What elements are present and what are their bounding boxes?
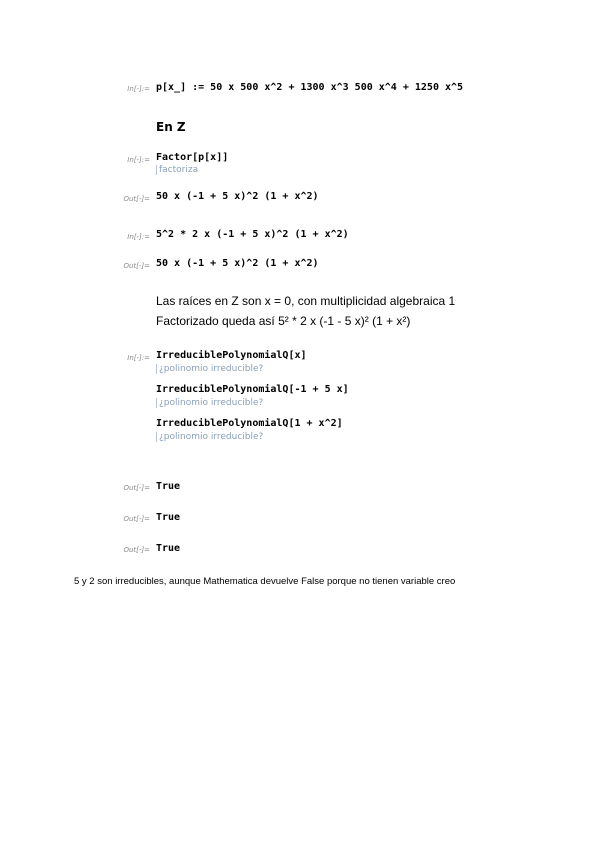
autocomplete-hint-irreducible-2[interactable]: ¿polinomio irreducible? xyxy=(156,398,263,408)
input-irreducible-linear[interactable]: IrreduciblePolynomialQ[-1 + 5 x] xyxy=(156,384,349,395)
autocomplete-hint-factor[interactable]: factoriza xyxy=(156,165,198,175)
out-label-3: Out[-]= xyxy=(123,262,150,270)
definition-code: p[x_] := 50 x 500 x^2 + 1300 x^3 500 x^4 + 1250 x^5 xyxy=(156,82,464,93)
output-true-3: True xyxy=(156,543,181,554)
autocomplete-hint-irreducible-3[interactable]: ¿polinomio irreducible? xyxy=(156,432,263,442)
input-cell-factor[interactable]: Factor[p[x]] xyxy=(156,152,229,163)
text-cell-roots: Las raíces en Z son x = 0, con multiplicidad algebraica 1 xyxy=(156,294,456,308)
in-label-1: In[-]:= xyxy=(127,85,150,93)
output-true-2: True xyxy=(156,512,181,523)
output-true-1: True xyxy=(156,481,181,492)
autocomplete-hint-irreducible-1[interactable]: ¿polinomio irreducible? xyxy=(156,364,263,374)
footnote-text: 5 y 2 son irreducibles, aunque Mathematica devuelve False porque no tienen variable creo xyxy=(74,576,456,587)
text-cell-factorization: Factorizado queda así 5² * 2 x (-1 - 5 x)² (1 + x²) xyxy=(156,314,411,328)
section-heading: En Z xyxy=(156,120,186,134)
output-cell-factor: 50 x (-1 + 5 x)^2 (1 + x^2) xyxy=(156,191,319,202)
out-label-2: Out[-]= xyxy=(123,195,150,203)
output-cell-expansion: 50 x (-1 + 5 x)^2 (1 + x^2) xyxy=(156,258,319,269)
out-label-4c: Out[-]= xyxy=(123,546,150,554)
input-irreducible-x[interactable]: IrreduciblePolynomialQ[x] xyxy=(156,350,307,361)
in-label-4: In[-]:= xyxy=(127,354,150,362)
input-irreducible-quadratic[interactable]: IrreduciblePolynomialQ[1 + x^2] xyxy=(156,418,343,429)
input-cell-expansion[interactable]: 5^2 * 2 x (-1 + 5 x)^2 (1 + x^2) xyxy=(156,229,349,240)
in-label-3: In[-]:= xyxy=(127,233,150,241)
in-label-2: In[-]:= xyxy=(127,156,150,164)
input-cell-definition[interactable] xyxy=(156,82,463,93)
out-label-4a: Out[-]= xyxy=(123,484,150,492)
out-label-4b: Out[-]= xyxy=(123,515,150,523)
